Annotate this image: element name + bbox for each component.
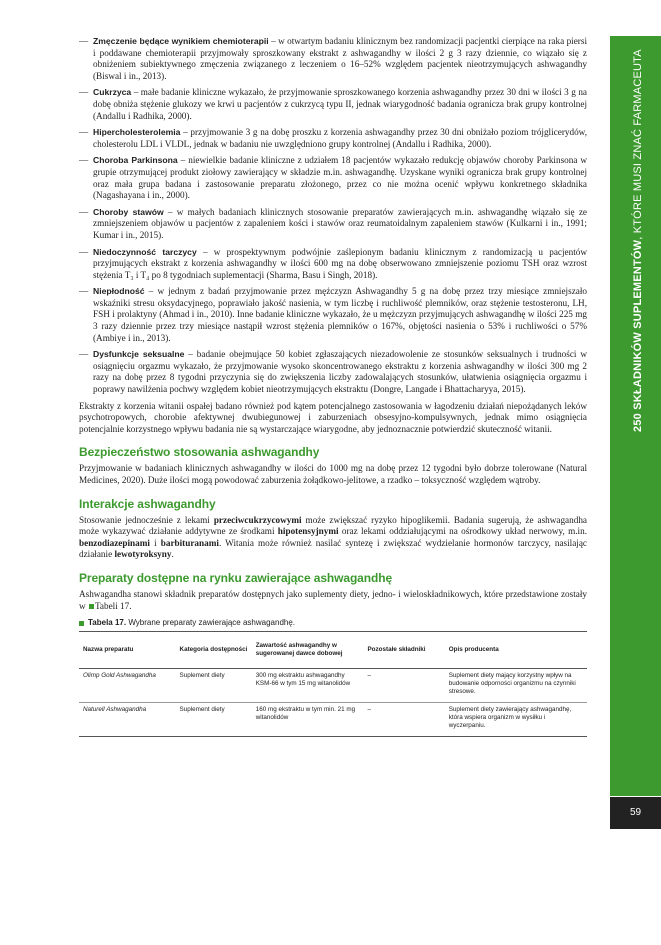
table-cell: –: [363, 669, 444, 703]
sidebar-title: 250 SKŁADNIKÓW SUPLEMENTÓW, KTÓRE MUSI ZNAĆ FARMACEUTA: [632, 49, 644, 432]
table-cell: 160 mg ekstraktu w tym min. 21 mg witanolidów: [252, 703, 364, 737]
table-header-row: [79, 632, 587, 669]
list-item: — Niepłodność – w jednym z badań przyjmowanie przez mężczyzn Ashwagandhy 5 g na dobę przez trzy miesiące zmniejszało wskaźniki stresu oksydacyjnego, poprawiało jakość nasienia, w tym liczbę i ruchliwość plemników, oraz stężenie testosteronu, LH, FSH i prolaktyny (Ahmad i in., 2010). Inne badanie kliniczne wykazało, że u mężczyzn przyjmujących ashwagandhę w ilości 225 mg 3 razy dziennie przez trzy miesiące nastąpił wzrost stężenia plemników o 167%, objętości nasienia o 53% i ruchliwości o 57% (Ambiye i in., 2013).: [79, 286, 587, 343]
item-term: Dysfunkcje seksualne: [93, 349, 185, 360]
square-bullet-icon: [79, 621, 84, 626]
table-caption: Tabela 17. Wybrane preparaty zawierające ashwagandhę.: [79, 618, 587, 627]
paragraph-interactions: Stosowanie jednocześnie z lekami przeciwcukrzycowymi może zwiększać ryzyko hipoglikemii. Badania sugerują, że ashwagandha może wykazywać działanie addytywne ze środkami hipotensyjnymi oraz lekami oddziałującymi na ośrodkowy układ nerwowy, m.in. benzodiazepinami i barbituranami. Witania może również nasilać syntezę i zwiększać wydzielanie hormonów tarczycy, nasilając działanie lewotyroksyny.: [79, 514, 587, 560]
list-item: — Choroby stawów – w małych badaniach klinicznych stosowanie preparatów zawierających m.in. ashwagandhę wiązało się ze zmniejszeniem objawów u pacjentów z zapaleniem kości i stawów oraz reumatoidalnym zapaleniem stawów (Kulkarni i in., 1991; Kumar i in., 2015).: [79, 206, 587, 240]
column-header: Kategoria dostępności: [176, 632, 252, 669]
table-cell: Naturell Ashwagandha: [79, 703, 176, 737]
drug-class: przeciwcukrzycowymi: [213, 514, 302, 525]
table-row: [79, 703, 587, 737]
heading-interactions: Interakcje ashwagandhy: [79, 496, 216, 511]
table-cell: Suplement diety mający korzystny wpływ na budowanie odporności organizmu na czynniki stresowe.: [445, 669, 587, 703]
item-text: – w małych badaniach klinicznych stosowanie preparatów zawierających m.in. ashwagandhę wiązało się ze zmniejszeniem objawów u pacjentów z zapaleniem kości i stawów oraz reumatoidalnym zapaleniem stawów (Kulkarni i in., 1991; Kumar i in., 2015).: [93, 206, 587, 240]
drug-class: benzodiazepinami: [79, 537, 150, 548]
item-term: Choroby stawów: [93, 206, 164, 217]
list-item: — Choroba Parkinsona – niewielkie badanie kliniczne z udziałem 18 pacjentów wykazało redukcję objawów choroby Parkinsona w grupie otrzymującej produkt ziołowy zawierający w składzie m.in. ashwagandhę. Uzyskane wyniki ogranicza brak grupy kontrolnej oraz mała grupa badana i zastosowanie preparatu złożonego, przez co nie można ocenić wpływu konkretnego składnika (Nagashayana i in., 2000).: [79, 155, 588, 201]
item-term: Niedoczynność tarczycy: [93, 246, 197, 257]
item-text: – małe badanie kliniczne wykazało, że przyjmowanie sproszkowanego korzenia ashwagandhy przez 30 dni w ilości 3 g na dobę obniża stężenie glukozy we krwi u pacjentów z cukrzycą typu II, jednak wiarygodność badania ogranicza brak grupy kontrolnej (Andallu i Radhika, 2000).: [93, 87, 587, 121]
list-item: — Hipercholesterolemia – przyjmowanie 3 g na dobę proszku z korzenia ashwagandhy przez 30 dni obniżało poziom trójglicerydów, cholesterolu LDL i VLDL, jednak w badaniu nie uwzględniono grupy kontrolnej (Andallu i Radhika, 2000).: [79, 127, 587, 149]
table-cell: 300 mg ekstraktu ashwagandhy KSM-66 w tym 15 mg witanolidów: [252, 669, 364, 703]
paragraph-safety: Przyjmowanie w badaniach klinicznych ashwagandhy w ilości do 1000 mg na dobę przez 12 tygodni było dobrze tolerowane (Natural Medicines, 2020). Duże ilości mogą powodować zaburzenia żołądkowo-jelitowe, a rzadko – toksyczność względem wątroby.: [79, 463, 587, 485]
list-item: — Niedoczynność tarczycy – w prospektywnym podwójnie zaślepionym badaniu klinicznym z randomizacją u pacjentów przyjmujących ekstrakt z korzenia ashwagandhy w ilości 600 mg na dobę obserwowano zmniejszenie poziomu TSH oraz wzrost stężenia T₃ i T₄ po 8 tygodniach suplementacji (Sharma, Basu i Singh, 2018).: [79, 246, 587, 280]
products-table: [79, 631, 587, 737]
paragraph-psychotropic: Ekstrakty z korzenia witanii ospałej badano również pod kątem potencjalnego zastosowania w łagodzeniu działań niepożądanych leków psychotropowych, chorobie afektywnej dwubiegunowej i zaburzeniach obsesyjno-kompulsywnych, jednak mimo osiągnięcia potencjalnie korzystnego wpływu badania nie są wystarczające wiarygodne, aby jednoznacznie potwierdzić skuteczność witanii.: [79, 400, 587, 434]
item-term: Zmęczenie będące wynikiem chemioterapii: [93, 36, 269, 46]
table-cell: Suplement diety: [176, 703, 252, 737]
list-item: — Zmęczenie będące wynikiem chemioterapii – w otwartym badaniu klinicznym bez randomizacji pacjentki cierpiące na raka piersi i poddawane chemioterapii przyjmowały sproszkowany ekstrakt z ashwagandhy w ilości 2 g 3 razy dziennie, co wiązało się z obniżeniem subiektywnego zmęczenia związanego z leczeniem o 16–52% względem pacjentek nieotrzymujących ashwagandhy (Biswal i in., 2013).: [79, 36, 587, 81]
item-term: Choroba Parkinsona: [93, 155, 178, 166]
item-term: Hipercholesterolemia: [93, 127, 181, 138]
column-header: Nazwa preparatu: [79, 632, 176, 669]
evidence-list: [79, 36, 587, 396]
table-cell: Suplement diety zawierający ashwagandhę, która wspiera organizm w wysiłku i wyczerpaniu.: [445, 703, 587, 737]
table-reference-link[interactable]: Tabeli 17: [94, 600, 130, 611]
page-content: [79, 36, 587, 737]
table-cell: Olimp Gold Ashwagandha: [79, 669, 176, 703]
column-header: Zawartość ashwagandhy w sugerowanej dawce dobowej: [252, 632, 364, 669]
item-text: – badanie obejmujące 50 kobiet zgłaszających niezadowolenie ze stosunków seksualnych i trudności w osiągnięciu orgazmu wykazało, że przyjmowanie wysoko skoncentrowanego ekstraktu z korzenia ashwagandhy w ilości 300 mg 2 razy na dobę przez 8 tygodni przyczynia się do zwiększenia liczby zadowalających stosunków, ułatwienia osiągnięcia orgazmu i poprawy nawilżenia pochwy względem kobiet nieotrzymujących ekstraktu (Dongre, Langade i Bhattacharyya, 2015).: [93, 349, 587, 395]
item-text: – w jednym z badań przyjmowanie przez mężczyzn Ashwagandhy 5 g na dobę przez trzy miesiące zmniejszało wskaźniki stresu oksydacyjnego, poprawiało jakość nasienia, w tym liczbę i ruchliwość plemników, oraz stężenie testosteronu, LH, FSH i prolaktyny (Ahmad i in., 2010). Inne badanie kliniczne wykazało, że u mężczyzn przyjmujących ashwagandhę w ilości 225 mg 3 razy dziennie przez trzy miesiące nastąpił wzrost stężenia plemników o 167%, objętości nasienia o 53% i ruchliwości o 57% (Ambiye i in., 2013).: [93, 286, 587, 343]
table-cell: –: [363, 703, 444, 737]
drug-name: lewotyroksyny: [114, 549, 172, 560]
table-cell: Suplement diety: [176, 669, 252, 703]
item-text: – niewielkie badanie kliniczne z udziałem 18 pacjentów wykazało redukcję objawów choroby Parkinsona w grupie otrzymującej produkt ziołowy zawierający w składzie m.in. ashwagandhę. Uzyskane wyniki ogranicza brak grupy kontrolnej oraz mała grupa badana i zastosowanie preparatu złożonego, przez co nie można ocenić wpływu konkretnego składnika (Nagashayana i in., 2000).: [93, 155, 588, 201]
item-text: – w prospektywnym podwójnie zaślepionym badaniu klinicznym z randomizacją u pacjentów przyjmujących ekstrakt z korzenia ashwagandhy w ilości 600 mg na dobę obserwowano zmniejszenie poziomu TSH oraz wzrost stężenia T₃ i T₄ po 8 tygodniach suplementacji (Sharma, Basu i Singh, 2018).: [93, 246, 587, 280]
column-header: Opis producenta: [445, 632, 587, 669]
page-number: 59: [610, 797, 661, 829]
list-item: — Cukrzyca – małe badanie kliniczne wykazało, że przyjmowanie sproszkowanego korzenia ashwagandhy przez 30 dni w ilości 3 g na dobę obniża stężenie glukozy we krwi u pacjentów z cukrzycą typu II, jednak wiarygodność badania ogranicza brak grupy kontrolnej (Andallu i Radhika, 2000).: [79, 87, 587, 121]
heading-products: Preparaty dostępne na rynku zawierające ashwagandhę: [79, 570, 393, 585]
column-header: Pozostałe składniki: [363, 632, 444, 669]
item-text: – przyjmowanie 3 g na dobę proszku z korzenia ashwagandhy przez 30 dni obniżało poziom trójglicerydów, cholesterolu LDL i VLDL, jednak w badaniu nie uwzględniono grupy kontrolnej (Andallu i Radhika, 2000).: [93, 127, 587, 149]
item-text: – w otwartym badaniu klinicznym bez randomizacji pacjentki cierpiące na raka piersi i poddawane chemioterapii przyjmowały sproszkowany ekstrakt z ashwagandhy w ilości 2 g 3 razy dziennie, co wiązało się z obniżeniem subiektywnego zmęczenia związanego z leczeniem o 16–52% względem pacjentek nieotrzymujących ashwagandhy (Biswal i in., 2013).: [93, 36, 587, 81]
drug-class: barbituranami: [160, 537, 219, 548]
list-item: — Dysfunkcje seksualne – badanie obejmujące 50 kobiet zgłaszających niezadowolenie ze stosunków seksualnych i trudności w osiągnięciu orgazmu wykazało, że przyjmowanie wysoko skoncentrowanego ekstraktu z korzenia ashwagandhy w ilości 300 mg 2 razy na dobę przez 8 tygodni przyczynia się do zwiększenia liczby zadowalających stosunków, ułatwienia osiągnięcia orgazmu i poprawy nawilżenia pochwy względem kobiet nieotrzymujących ekstraktu (Dongre, Langade i Bhattacharyya, 2015).: [79, 349, 587, 395]
paragraph-products: Ashwagandha stanowi składnik preparatów dostępnych jako suplementy diety, jedno- i wieloskładnikowych, które przedstawione zostały w Tabeli 17.: [79, 588, 587, 611]
heading-safety: Bezpieczeństwo stosowania ashwagandhy: [79, 445, 320, 460]
table-reference-icon: [89, 604, 94, 609]
table-row: [79, 669, 587, 703]
item-term: Niepłodność: [93, 286, 145, 297]
item-term: Cukrzyca: [93, 87, 132, 98]
drug-class: hipotensyjnymi: [277, 526, 339, 537]
